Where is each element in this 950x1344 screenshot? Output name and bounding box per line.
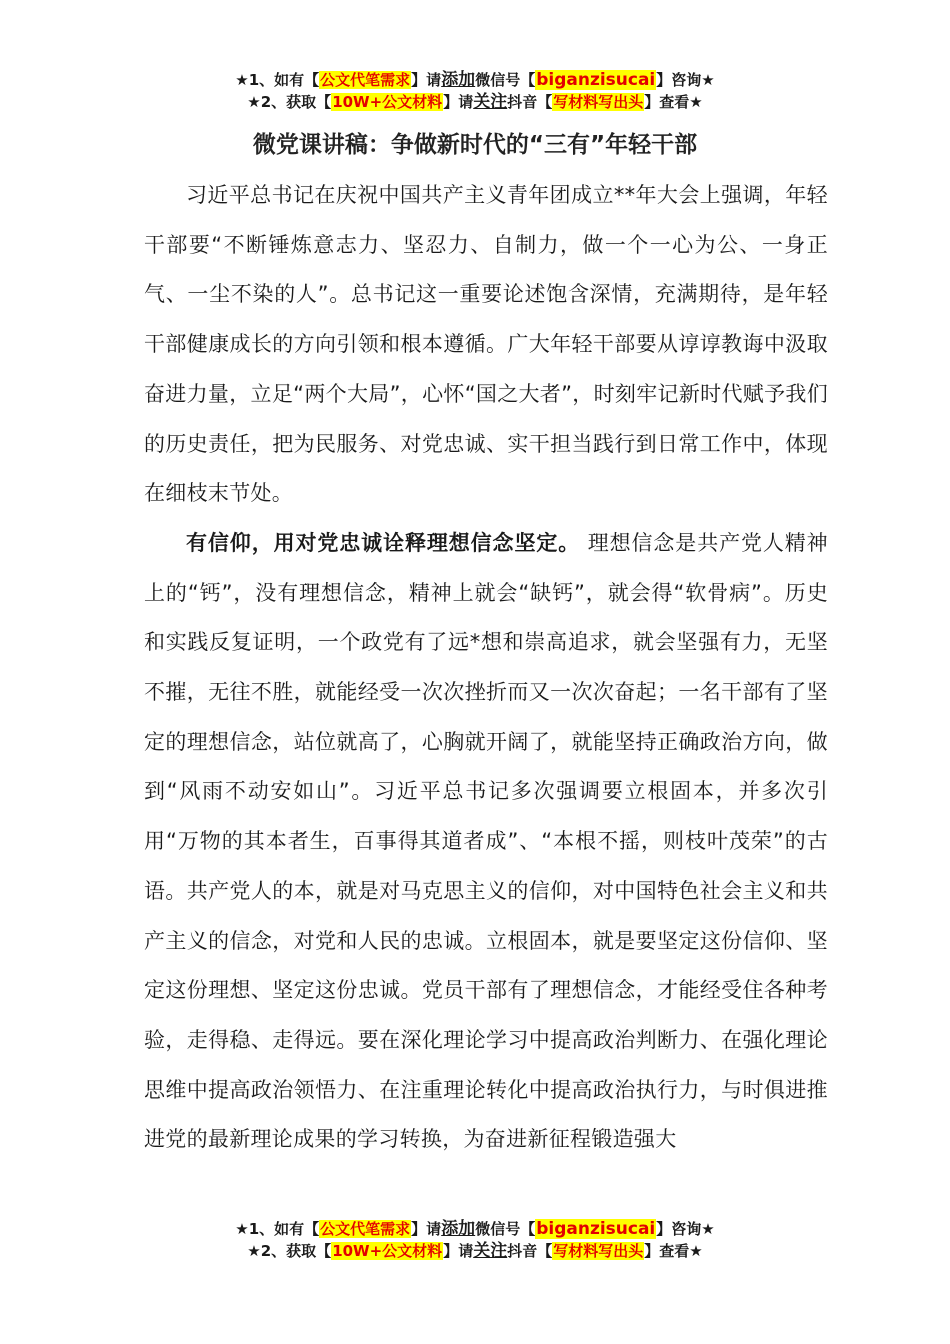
underlined-add: 添加	[441, 70, 476, 90]
notice-text: 】咨询★	[656, 71, 715, 89]
notice-text: 】请	[443, 1242, 474, 1260]
highlight-wechat-id: biganzisucai	[536, 70, 656, 90]
notice-text: ★2、获取【	[247, 1242, 332, 1260]
notice-text: 微信号【	[475, 71, 536, 89]
header-notice	[0, 69, 950, 113]
highlight-materials: 10W+公文材料	[332, 1242, 443, 1260]
notice-text: 】请	[411, 71, 442, 89]
notice-text: 】查看★	[644, 1242, 703, 1260]
notice-text: ★1、如有【	[235, 71, 320, 89]
underlined-follow: 关注	[473, 92, 508, 112]
paragraph-intro: 习近平总书记在庆祝中国共产主义青年团成立**年大会上强调，年轻干部要“不断锤炼意志力、坚忍力、自制力，做一个一心为公、一身正气、一尘不染的人”。总书记这一重要论述饱含深情，充满期待，是年轻干部健康成长的方向引领和根本遵循。广大年轻干部要从谆谆教诲中汲取奋进力量，立足“两个大局”，心怀“国之大者”，时刻牢记新时代赋予我们的历史责任，把为民服务、对党忠诚、实干担当践行到日常工作中，体现在细枝末节处。	[144, 183, 828, 506]
notice-text: ★2、获取【	[247, 93, 332, 111]
notice-text: 抖音【	[507, 1242, 553, 1260]
highlight-service: 公文代笔需求	[320, 1220, 411, 1238]
notice-text: 】查看★	[644, 93, 703, 111]
notice-text: 】请	[411, 1220, 442, 1238]
highlight-service: 公文代笔需求	[320, 71, 411, 89]
notice-text: 】咨询★	[656, 1220, 715, 1238]
highlight-materials: 10W+公文材料	[332, 93, 443, 111]
underlined-add: 添加	[441, 1219, 476, 1239]
paragraph-heading: 有信仰，用对党忠诚诠释理想信念坚定。	[186, 530, 581, 555]
highlight-douyin-id: 写材料写出头	[553, 1242, 644, 1260]
notice-text: ★1、如有【	[235, 1220, 320, 1238]
highlight-douyin-id: 写材料写出头	[553, 93, 644, 111]
notice-line-1	[0, 69, 950, 91]
highlight-wechat-id: biganzisucai	[536, 1219, 656, 1239]
notice-text: 】请	[443, 93, 474, 111]
notice-line-1	[0, 1218, 950, 1240]
notice-line-2	[0, 91, 950, 113]
notice-text: 微信号【	[475, 1220, 536, 1238]
paragraph-text: 理想信念是共产党人精神上的“钙”，没有理想信念，精神上就会“缺钙”，就会得“软骨病”。历史和实践反复证明，一个政党有了远*想和崇高追求，就会坚强有力，无坚不摧，无往不胜，就能经受一次次挫折而又一次次奋起；一名干部有了坚定的理想信念，站位就高了，心胸就开阔了，就能坚持正确政治方向，做到“风雨不动安如山”。习近平总书记多次强调要立根固本，并多次引用“万物的其本者生，百事得其道者成”、“本根不摇，则枝叶茂荣”的古语。共产党人的本，就是对马克思主义的信仰，对中国特色社会主义和共产主义的信念，对党和人民的忠诚。立根固本，就是要坚定这份信仰、坚定这份理想、坚定这份忠诚。党员干部有了理想信念，才能经受住各种考验，走得稳、走得远。要在深化理论学习中提高政治判断力、在强化理论思维中提高政治领悟力、在注重理论转化中提高政治执行力，与时俱进推进党的最新理论成果的学习转换，为奋进新征程锻造强大	[144, 530, 828, 1152]
document-body	[144, 171, 828, 1165]
paragraph-faith	[144, 519, 828, 1165]
footer-notice	[0, 1218, 950, 1262]
notice-line-2	[0, 1240, 950, 1262]
notice-text: 抖音【	[507, 93, 553, 111]
underlined-follow: 关注	[473, 1241, 508, 1261]
document-title: 微党课讲稿：争做新时代的“三有”年轻干部	[252, 132, 698, 158]
